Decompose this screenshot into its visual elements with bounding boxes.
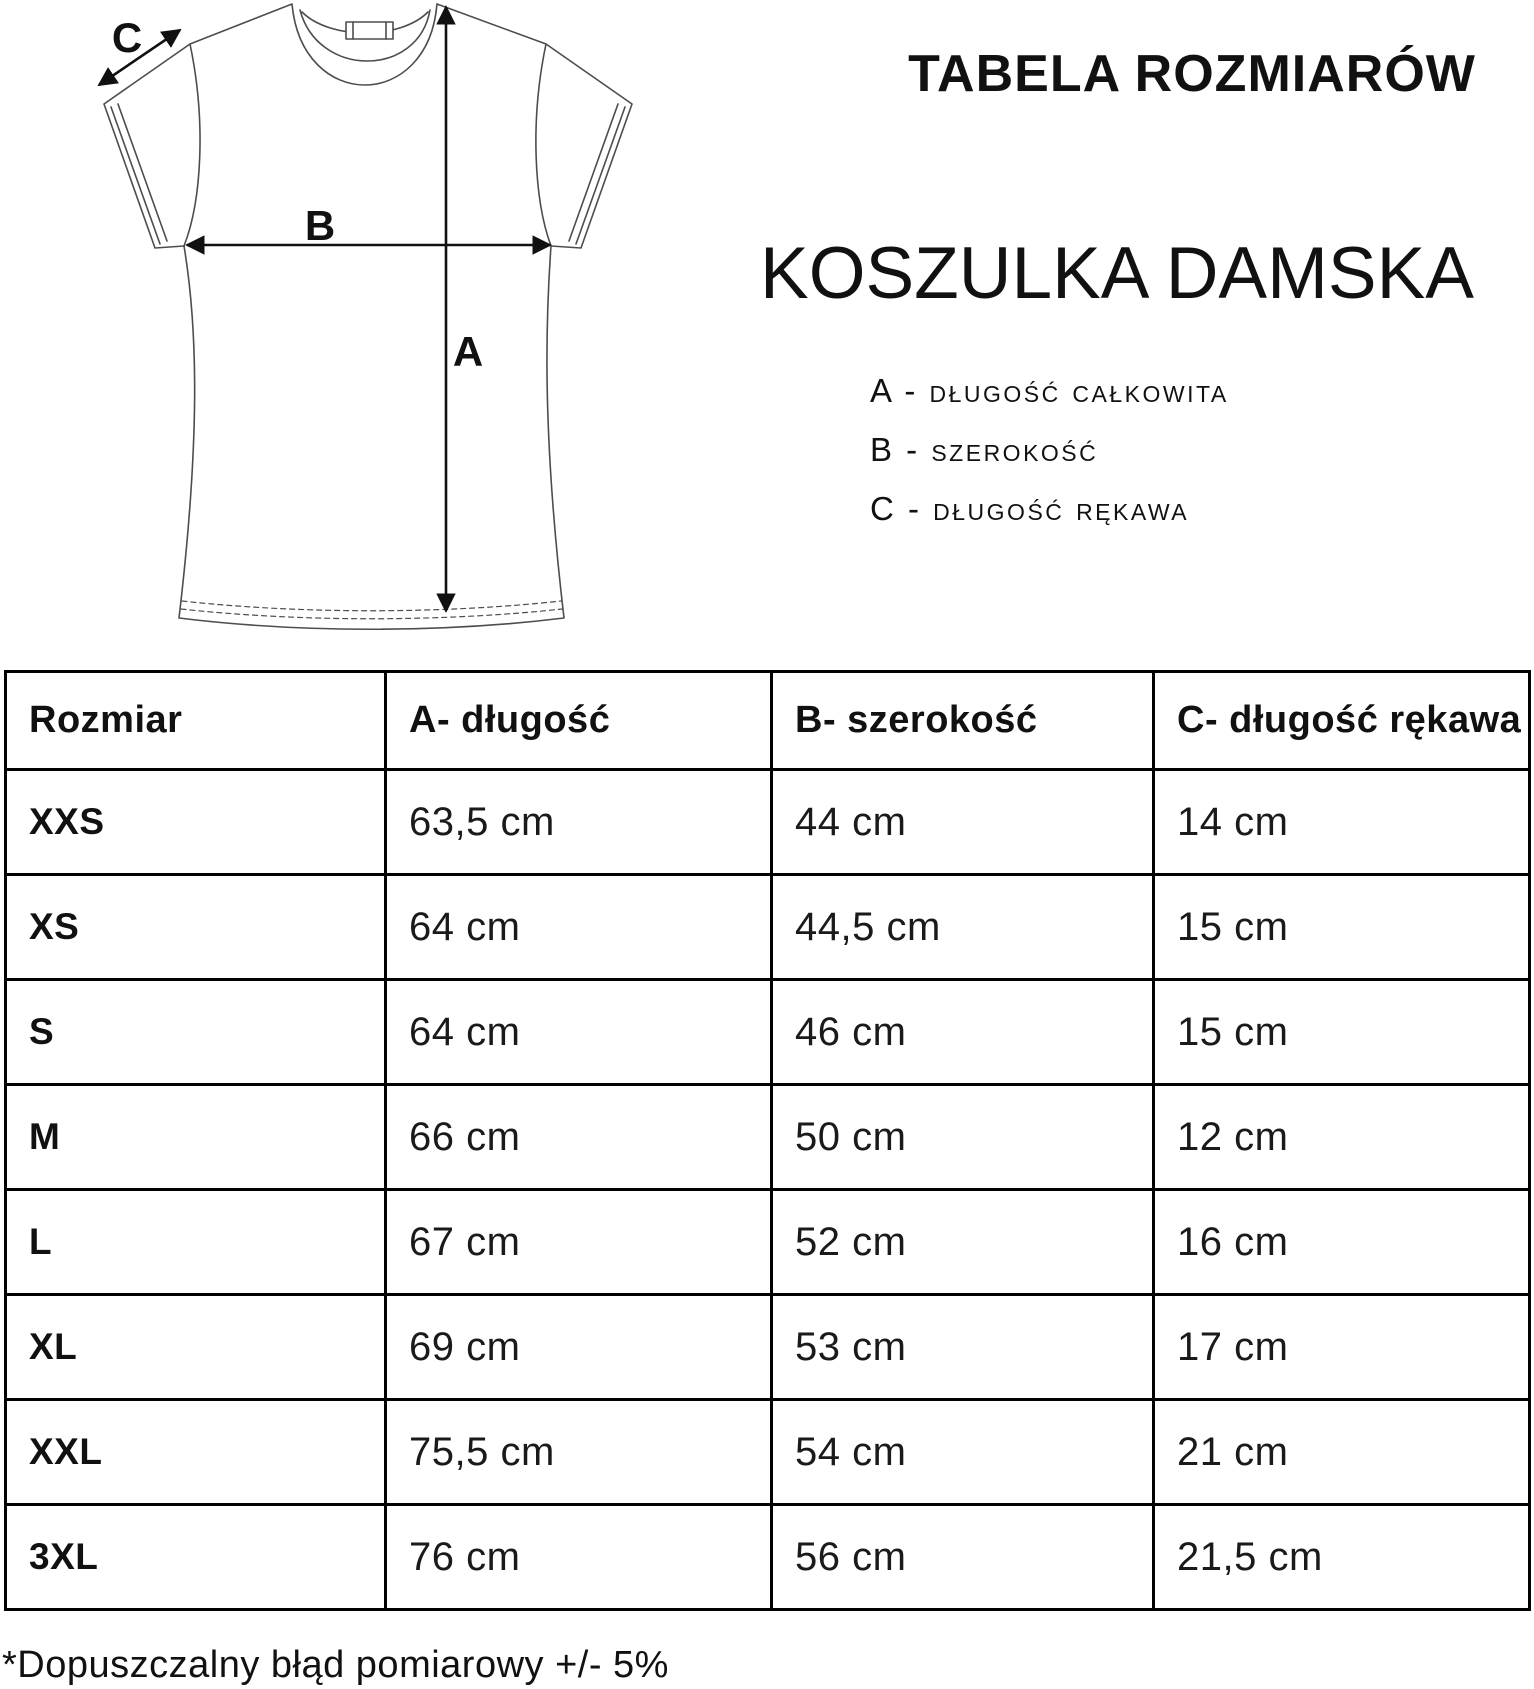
size-label: XS bbox=[6, 875, 386, 980]
size-label: M bbox=[6, 1085, 386, 1190]
length-value: 76 cm bbox=[386, 1505, 772, 1610]
size-label: XXS bbox=[6, 770, 386, 875]
length-value: 64 cm bbox=[386, 875, 772, 980]
size-label: 3XL bbox=[6, 1505, 386, 1610]
column-header-sleeve: C- długość rękawa bbox=[1154, 672, 1530, 770]
sleeve-value: 14 cm bbox=[1154, 770, 1530, 875]
column-header-size: Rozmiar bbox=[6, 672, 386, 770]
sleeve-value: 15 cm bbox=[1154, 875, 1530, 980]
sleeve-value: 15 cm bbox=[1154, 980, 1530, 1085]
column-header-length: A- długość bbox=[386, 672, 772, 770]
length-value: 63,5 cm bbox=[386, 770, 772, 875]
tshirt-figure bbox=[0, 0, 700, 648]
table-row bbox=[6, 875, 1530, 980]
sleeve-value: 12 cm bbox=[1154, 1085, 1530, 1190]
width-value: 53 cm bbox=[772, 1295, 1154, 1400]
size-label: L bbox=[6, 1190, 386, 1295]
sleeve-value: 17 cm bbox=[1154, 1295, 1530, 1400]
product-name: KOSZULKA DAMSKA bbox=[760, 233, 1474, 314]
table-header-row bbox=[6, 672, 1530, 770]
length-value: 64 cm bbox=[386, 980, 772, 1085]
sleeve-value: 16 cm bbox=[1154, 1190, 1530, 1295]
width-value: 54 cm bbox=[772, 1400, 1154, 1505]
size-label: XXL bbox=[6, 1400, 386, 1505]
tshirt-diagram bbox=[0, 0, 700, 648]
table-row bbox=[6, 1505, 1530, 1610]
measure-label-a: A bbox=[452, 328, 484, 375]
length-value: 69 cm bbox=[386, 1295, 772, 1400]
column-header-width: B- szerokość bbox=[772, 672, 1154, 770]
length-value: 66 cm bbox=[386, 1085, 772, 1190]
width-value: 46 cm bbox=[772, 980, 1154, 1085]
table-row bbox=[6, 1400, 1530, 1505]
size-label: XL bbox=[6, 1295, 386, 1400]
size-label: S bbox=[6, 980, 386, 1085]
measure-label-c: C bbox=[111, 14, 143, 61]
measurement-tolerance-note: *Dopuszczalny błąd pomiarowy +/- 5% bbox=[2, 1644, 669, 1686]
length-value: 75,5 cm bbox=[386, 1400, 772, 1505]
width-value: 50 cm bbox=[772, 1085, 1154, 1190]
page-title: TABELA ROZMIARÓW bbox=[908, 45, 1476, 103]
table-row bbox=[6, 1085, 1530, 1190]
width-value: 52 cm bbox=[772, 1190, 1154, 1295]
width-value: 44,5 cm bbox=[772, 875, 1154, 980]
width-value: 56 cm bbox=[772, 1505, 1154, 1610]
table-row bbox=[6, 1190, 1530, 1295]
legend-item-a: A - długość całkowita bbox=[870, 372, 1229, 409]
width-value: 44 cm bbox=[772, 770, 1154, 875]
table-row bbox=[6, 770, 1530, 875]
table-row bbox=[6, 980, 1530, 1085]
tshirt-body-outline bbox=[104, 4, 632, 629]
length-value: 67 cm bbox=[386, 1190, 772, 1295]
measure-label-b: B bbox=[304, 202, 336, 249]
info-panel bbox=[700, 0, 1534, 648]
size-table bbox=[4, 670, 1531, 1611]
measurement-legend bbox=[700, 361, 1534, 538]
sleeve-value: 21,5 cm bbox=[1154, 1505, 1530, 1610]
table-row bbox=[6, 1295, 1530, 1400]
legend-item-c: C - długość rękawa bbox=[870, 490, 1190, 527]
legend-item-b: B - szerokość bbox=[870, 431, 1099, 468]
sleeve-value: 21 cm bbox=[1154, 1400, 1530, 1505]
